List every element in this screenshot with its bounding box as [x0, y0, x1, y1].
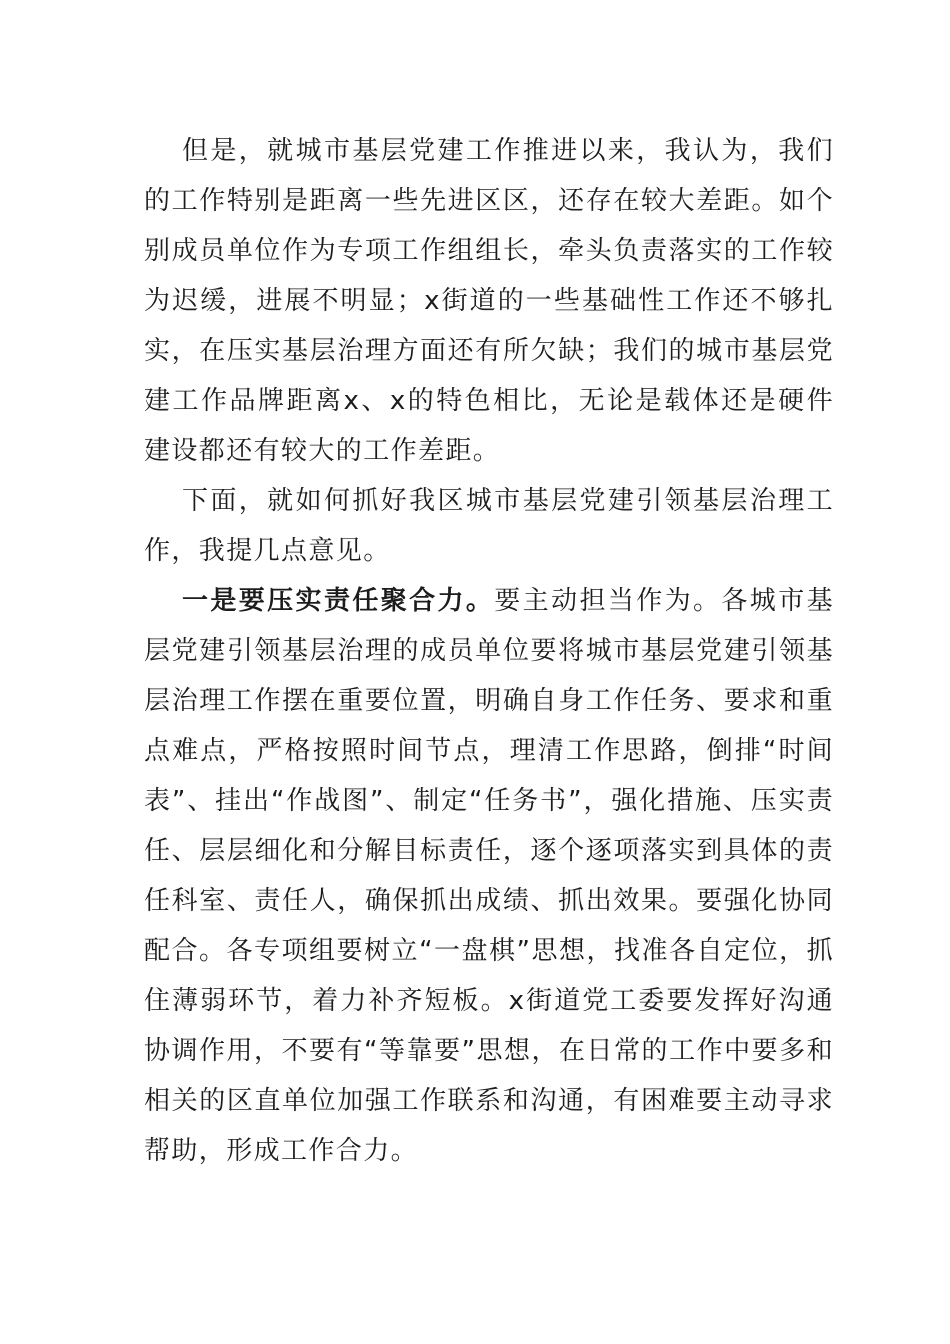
paragraph-text: 下面，就如何抓好我区城市基层党建引领基层治理工作，我提几点意见。 [144, 486, 834, 566]
document-body [144, 126, 834, 1176]
paragraph-lead-heading: 一是要压实责任聚合力。 [182, 586, 495, 616]
paragraph-text: 但是，就城市基层党建工作推进以来，我认为，我们的工作特别是距离一些先进区区，还存在较大差距。如个别成员单位作为专项工作组组长，牵头负责落实的工作较为迟缓，进展不明显；x街道的一些基础性工作还不够扎实，在压实基层治理方面还有所欠缺；我们的城市基层党建工作品牌距离x、x的特色相比，无论是载体还是硬件建设都还有较大的工作差距。 [144, 136, 834, 466]
paragraph-opinions-intro [144, 476, 834, 576]
paragraph-text: 要主动担当作为。各城市基层党建引领基层治理的成员单位要将城市基层党建引领基层治理工作摆在重要位置，明确自身工作任务、要求和重点难点，严格按照时间节点，理清工作思路，倒排“时间表”、挂出“作战图”、制定“任务书”，强化措施、压实责任、层层细化和分解目标责任，逐个逐项落实到具体的责任科室、责任人，确保抓出成绩、抓出效果。要强化协同配合。各专项组要树立“一盘棋”思想，找准各自定位，抓住薄弱环节，着力补齐短板。x街道党工委要发挥好沟通协调作用，不要有“等靠要”思想，在日常的工作中要多和相关的区直单位加强工作联系和沟通，有困难要主动寻求帮助，形成工作合力。 [144, 586, 834, 1166]
paragraph-point-one [144, 576, 834, 1176]
paragraph-gap-assessment [144, 126, 834, 476]
